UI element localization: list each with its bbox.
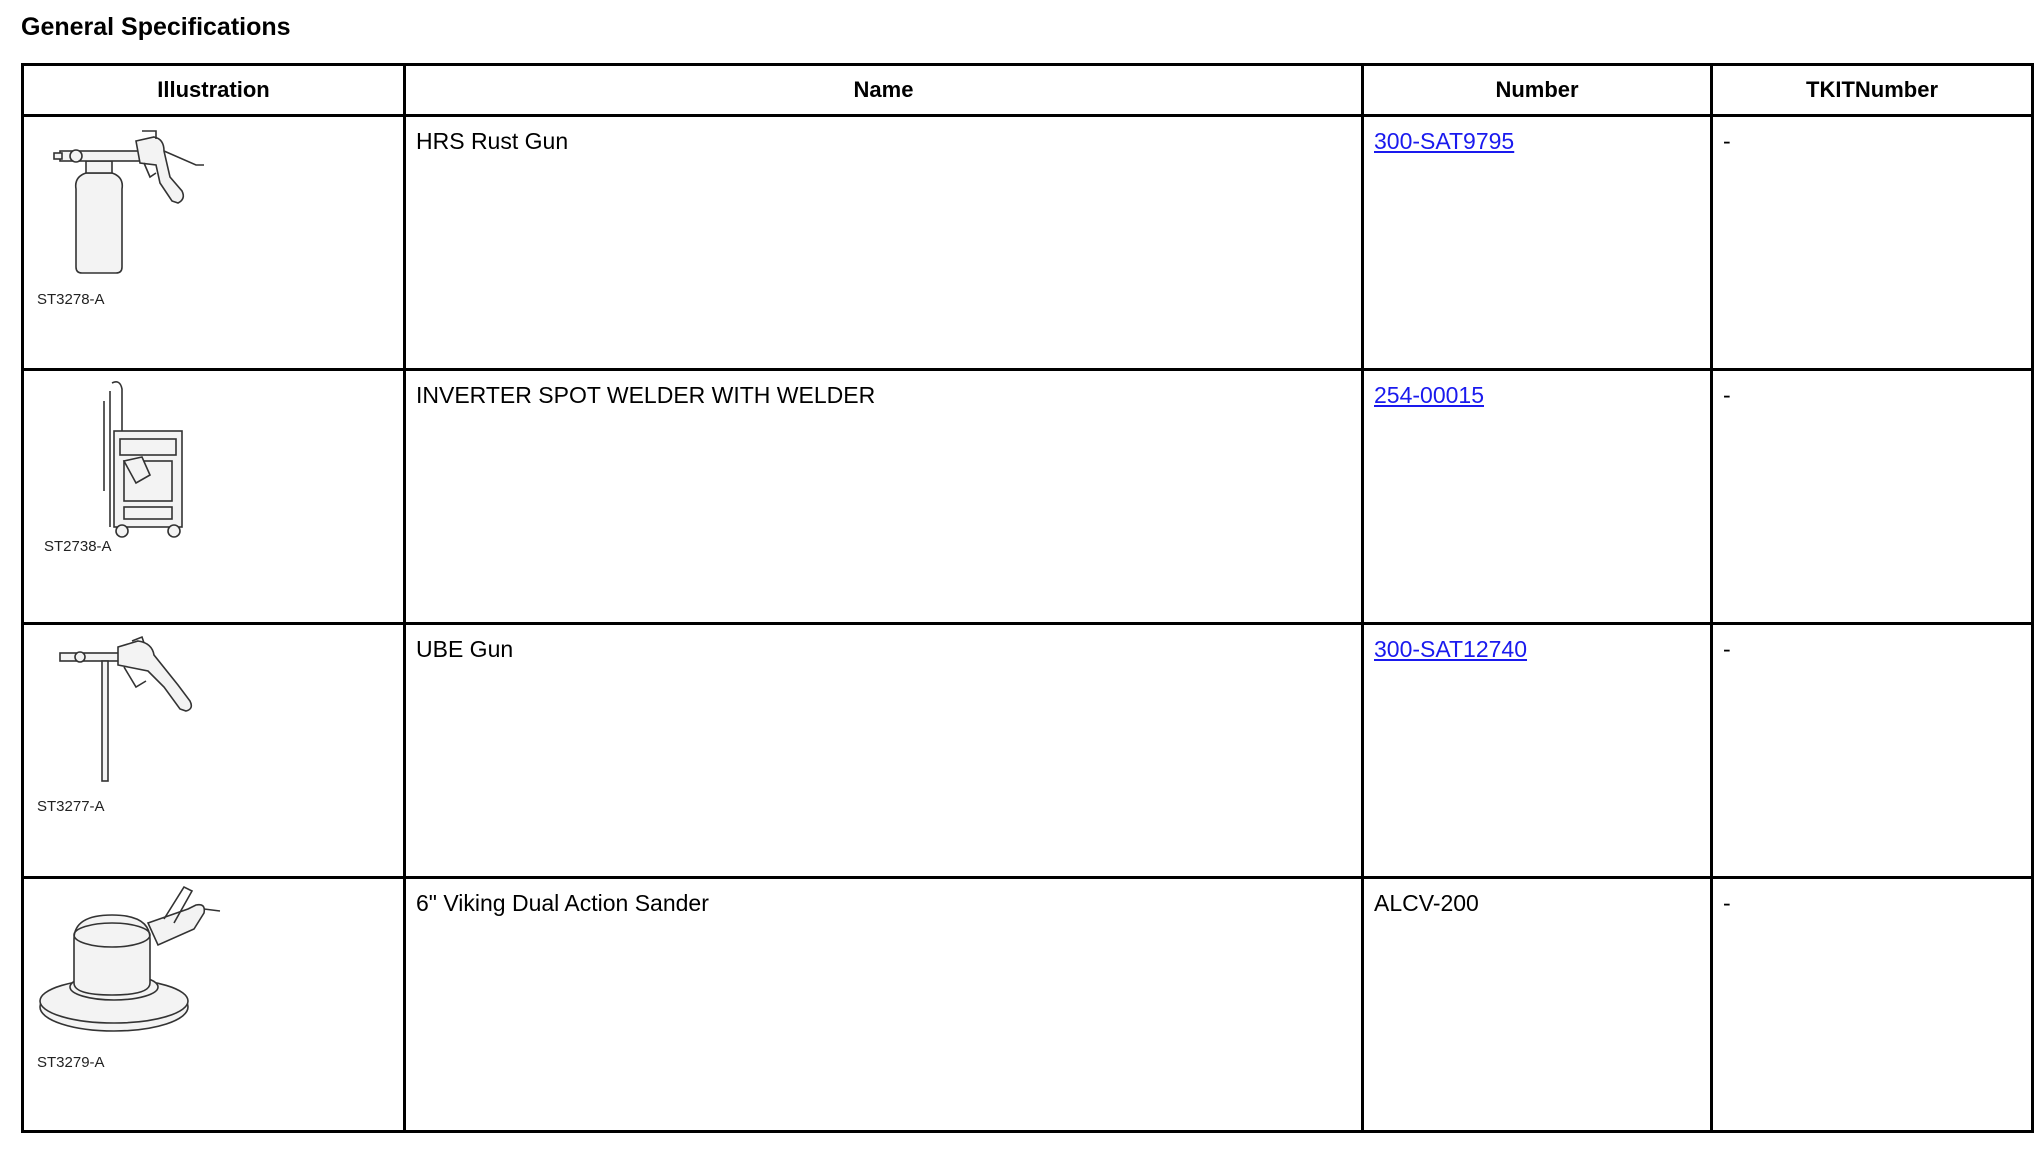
table-row (23, 624, 2033, 878)
tkit-number-cell: - (1712, 370, 2033, 624)
part-number-link[interactable]: 300-SAT9795 (1374, 128, 1515, 154)
illustration-label: ST3277-A (37, 798, 105, 815)
table-row (23, 370, 2033, 624)
undercoat-spray-gun-icon (24, 625, 224, 795)
illustration-label: ST2738-A (44, 538, 112, 555)
name-cell: 6" Viking Dual Action Sander (405, 878, 1363, 1132)
number-cell (1363, 116, 1712, 370)
illustration-label: ST3279-A (37, 1054, 105, 1071)
name-cell: INVERTER SPOT WELDER WITH WELDER (405, 370, 1363, 624)
part-number-link[interactable]: 254-00015 (1374, 382, 1484, 408)
number-cell (1363, 370, 1712, 624)
tkit-number-cell: - (1712, 878, 2033, 1132)
part-number-link[interactable]: 300-SAT12740 (1374, 636, 1528, 662)
table-row (23, 116, 2033, 370)
illustration-cell (23, 370, 405, 624)
table-header-row (23, 65, 2033, 116)
column-header-tkit-number: TKITNumber (1712, 65, 2033, 116)
dual-action-sander-icon (24, 879, 244, 1049)
number-cell: ALCV-200 (1363, 878, 1712, 1132)
name-cell: UBE Gun (405, 624, 1363, 878)
name-cell: HRS Rust Gun (405, 116, 1363, 370)
tkit-number-cell: - (1712, 624, 2033, 878)
spot-welder-cart-icon (24, 371, 224, 551)
table-row (23, 878, 2033, 1132)
column-header-number: Number (1363, 65, 1712, 116)
page-title: General Specifications (21, 13, 291, 41)
general-specifications-table (21, 63, 2034, 1133)
column-header-illustration: Illustration (23, 65, 405, 116)
illustration-cell (23, 116, 405, 370)
illustration-label: ST3278-A (37, 291, 105, 308)
number-cell (1363, 624, 1712, 878)
illustration-cell (23, 878, 405, 1132)
spray-gun-with-canister-icon (24, 117, 224, 277)
column-header-name: Name (405, 65, 1363, 116)
illustration-cell (23, 624, 405, 878)
tkit-number-cell: - (1712, 116, 2033, 370)
